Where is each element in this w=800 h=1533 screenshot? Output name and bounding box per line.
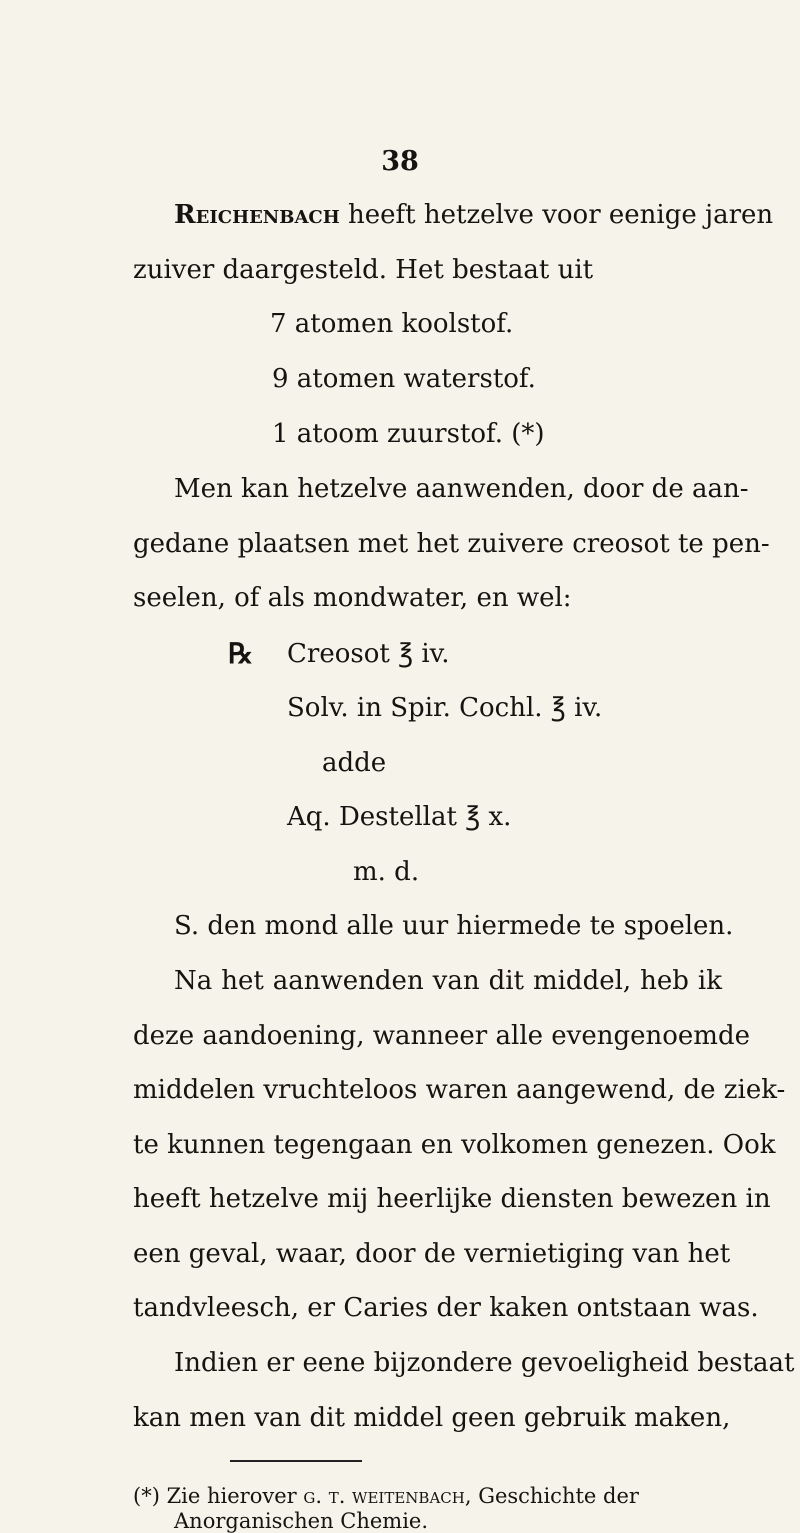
text-line: te kunnen tegengaan en volkomen genezen. Ook bbox=[133, 1130, 776, 1160]
footnote-text: , Geschichte der bbox=[464, 1484, 639, 1508]
recipe-line: m. d. bbox=[353, 857, 420, 887]
rx-symbol: ℞ bbox=[228, 637, 254, 670]
footnote-marker: (*) bbox=[133, 1484, 160, 1508]
text-line: heeft hetzelve mij heerlijke diensten bewezen in bbox=[133, 1184, 771, 1214]
author-name: Reichenbach bbox=[174, 200, 340, 230]
footnote-line bbox=[133, 1486, 639, 1507]
footnote-text: Zie hierover bbox=[166, 1484, 304, 1508]
text-line: Indien er eene bijzondere gevoeligheid bestaat bbox=[174, 1348, 795, 1378]
text-line: middelen vruchteloos waren aangewend, de ziek- bbox=[133, 1075, 786, 1105]
recipe-line: Solv. in Spir. Cochl. ℥ iv. bbox=[287, 693, 603, 723]
composition-line: 1 atoom zuurstof. (*) bbox=[272, 419, 545, 449]
recipe-line: Aq. Destellat ℥ x. bbox=[287, 802, 512, 832]
text-line: Men kan hetzelve aanwenden, door de aan- bbox=[174, 474, 749, 504]
text-line: tandvleesch, er Caries der kaken ontstaan was. bbox=[133, 1293, 759, 1323]
text-line: Na het aanwenden van dit middel, heb ik bbox=[174, 966, 722, 996]
recipe-line: adde bbox=[322, 748, 387, 778]
text-line: gedane plaatsen met het zuivere creosot te pen- bbox=[133, 529, 770, 559]
cited-author: g. t. weitenbach bbox=[303, 1484, 465, 1508]
text-line bbox=[174, 200, 774, 230]
footnote-line: Anorganischen Chemie. bbox=[174, 1509, 429, 1533]
text-line: deze aandoening, wanneer alle evengenoemde bbox=[133, 1021, 750, 1051]
text-line: kan men van dit middel geen gebruik maken, bbox=[133, 1403, 731, 1433]
signa-line: S. den mond alle uur hiermede te spoelen. bbox=[174, 911, 734, 941]
recipe-line: Creosot ℥ iv. bbox=[287, 639, 450, 669]
composition-line: 9 atomen waterstof. bbox=[272, 364, 536, 394]
footnote-separator bbox=[230, 1460, 362, 1462]
text-line: zuiver daargesteld. Het bestaat uit bbox=[133, 255, 594, 285]
text-fragment: heeft hetzelve voor eenige jaren bbox=[339, 200, 774, 230]
text-line: seelen, of als mondwater, en wel: bbox=[133, 583, 572, 613]
text-line: een geval, waar, door de vernietiging van het bbox=[133, 1239, 731, 1269]
composition-line: 7 atomen koolstof. bbox=[270, 309, 514, 339]
page-number: 38 bbox=[381, 146, 419, 177]
